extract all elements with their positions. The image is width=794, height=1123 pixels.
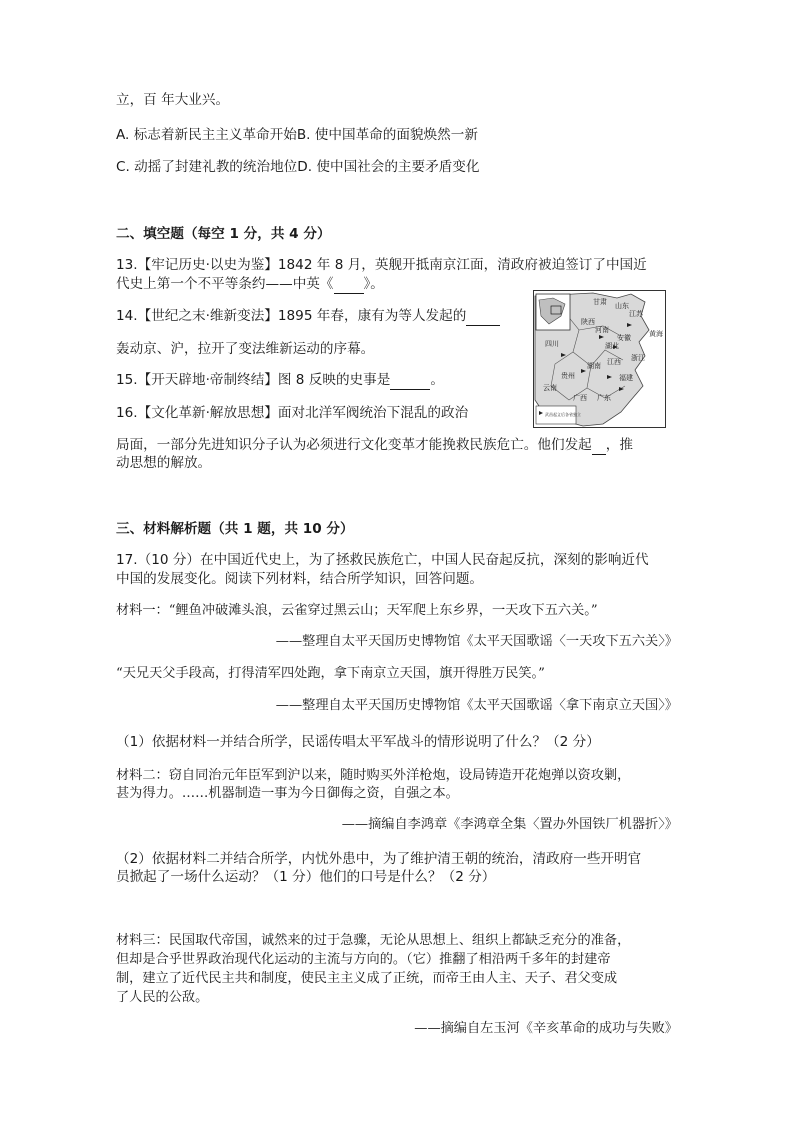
- map-label: 福建: [619, 374, 633, 382]
- option-a[interactable]: A. 标志着新民主主义革命开始: [116, 127, 297, 143]
- figure-map: [533, 290, 666, 428]
- map-label: 四川: [545, 340, 559, 348]
- section3-heading: 三、材料解析题（共 1 题，共 10 分）: [116, 521, 354, 537]
- question-2-line2: 员掀起了一场什么运动？（1 分）他们的口号是什么？（2 分）: [116, 869, 496, 885]
- material2-line1: 材料二：窃自同治元年臣军到沪以来，随时购买外洋枪炮，设局铸造开花炮弹以资攻剿，: [116, 768, 631, 783]
- map-label: 黄海: [649, 330, 663, 338]
- q16-line2: 局面，一部分先进知识分子认为必须进行文化变革才能挽救民族危亡。他们发起 ，推: [116, 437, 633, 453]
- section2-heading: 二、填空题（每空 1 分，共 4 分）: [116, 226, 331, 242]
- material1-source1: ——整理自太平天国历史博物馆《太平天国歌谣〈一天攻下五六关〉》: [275, 634, 678, 649]
- map-label: 安徽: [617, 334, 631, 342]
- question-1: （1）依据材料一并结合所学，民谣传唱太平军战斗的情形说明了什么？（2 分）: [116, 734, 600, 750]
- material3-line3: 制，建立了近代民主共和制度，使民主主义成了正统，而帝王由人主、天子、君父变成: [116, 971, 618, 986]
- map-label: 广东: [597, 394, 611, 402]
- map-label: 江苏: [629, 310, 643, 318]
- map-label: 江西: [607, 358, 621, 366]
- q14-line1: 14.【世纪之末·维新变法】1895 年春，康有为等人发起的: [116, 307, 500, 326]
- map-label: 贵州: [561, 372, 575, 380]
- map-label: 湖南: [587, 362, 601, 370]
- material1-line1: 材料一：“鲤鱼冲破滩头浪，云雀穿过黑云山；天军爬上东乡界，一天攻下五六关。”: [116, 603, 598, 618]
- q13-line2: 代史上第一个不平等条约——中英《 》。: [116, 276, 384, 292]
- q16-blank[interactable]: [592, 436, 606, 455]
- map-label: 甘肃: [593, 298, 607, 306]
- prev-question-options-ab: [116, 126, 478, 144]
- material3-line2: 但却是合乎世界政治现代化运动的主流与方向的。（它）推翻了相沿两千多年的封建帝: [116, 952, 611, 967]
- material2-line2: 甚为得力。……机器制造一事为今日御侮之资，自强之本。: [116, 786, 459, 801]
- map-label: 广西: [573, 394, 587, 402]
- material1-line2: “天兄天父手段高，打得清军四处跑，拿下南京立天国，旗开得胜万民笑。”: [116, 666, 545, 681]
- material3-line4: 了人民的公敌。: [116, 990, 209, 1005]
- map-legend: 武昌起义后各省独立: [545, 412, 581, 417]
- prev-question-stem: 立，百 年大业兴。: [116, 92, 230, 108]
- q17-line1: 17.（10 分）在中国近代史上，为了拯救民族危亡，中国人民奋起反抗，深刻的影响近代: [116, 552, 649, 568]
- option-d[interactable]: D. 使中国社会的主要矛盾变化: [297, 159, 480, 175]
- map-svg: [533, 290, 666, 428]
- q13-blank[interactable]: [334, 275, 364, 294]
- map-label: 湖北: [605, 342, 619, 350]
- q16-line1: 16.【文化革新·解放思想】面对北洋军阀统治下混乱的政治: [116, 405, 469, 421]
- map-label: 山东: [615, 302, 629, 310]
- map-label: 陕西: [581, 318, 595, 326]
- q17-line2: 中国的发展变化。阅读下列材料，结合所学知识，回答问题。: [116, 571, 484, 587]
- material1-source2: ——整理自太平天国历史博物馆《太平天国歌谣〈拿下南京立天国〉》: [275, 698, 678, 713]
- q14-blank[interactable]: [466, 307, 500, 326]
- q15-blank[interactable]: [390, 371, 430, 390]
- q16-line3: 动思想的解放。: [116, 455, 212, 471]
- prev-question-options-cd: [116, 158, 480, 176]
- option-b[interactable]: B. 使中国革命的面貌焕然一新: [296, 127, 478, 143]
- map-label: 浙江: [631, 354, 645, 362]
- material3-source: ——摘编自左玉河《辛亥革命的成功与失败》: [414, 1021, 678, 1036]
- map-label: 河南: [595, 326, 609, 334]
- map-label: 云南: [543, 384, 557, 392]
- q14-line2: 轰动京、沪，拉开了变法维新运动的序幕。: [116, 341, 375, 357]
- material2-source: ——摘编自李鸿章《李鸿章全集〈置办外国铁厂机器折〉》: [341, 817, 678, 832]
- option-c[interactable]: C. 动摇了封建礼教的统治地位: [116, 159, 298, 175]
- q13-line1: 13.【牢记历史·以史为鉴】1842 年 8 月，英舰开抵南京江面，清政府被迫签订了中国近: [116, 257, 647, 273]
- question-2-line1: （2）依据材料二并结合所学，内忧外患中，为了维护清王朝的统治，清政府一些开明官: [116, 851, 642, 867]
- q15-line: 15.【开天辟地·帝制终结】图 8 反映的史事是 。: [116, 372, 444, 388]
- material3-line1: 材料三：民国取代帝国，诚然来的过于急骤，无论从思想上、组织上都缺乏充分的准备，: [116, 933, 631, 948]
